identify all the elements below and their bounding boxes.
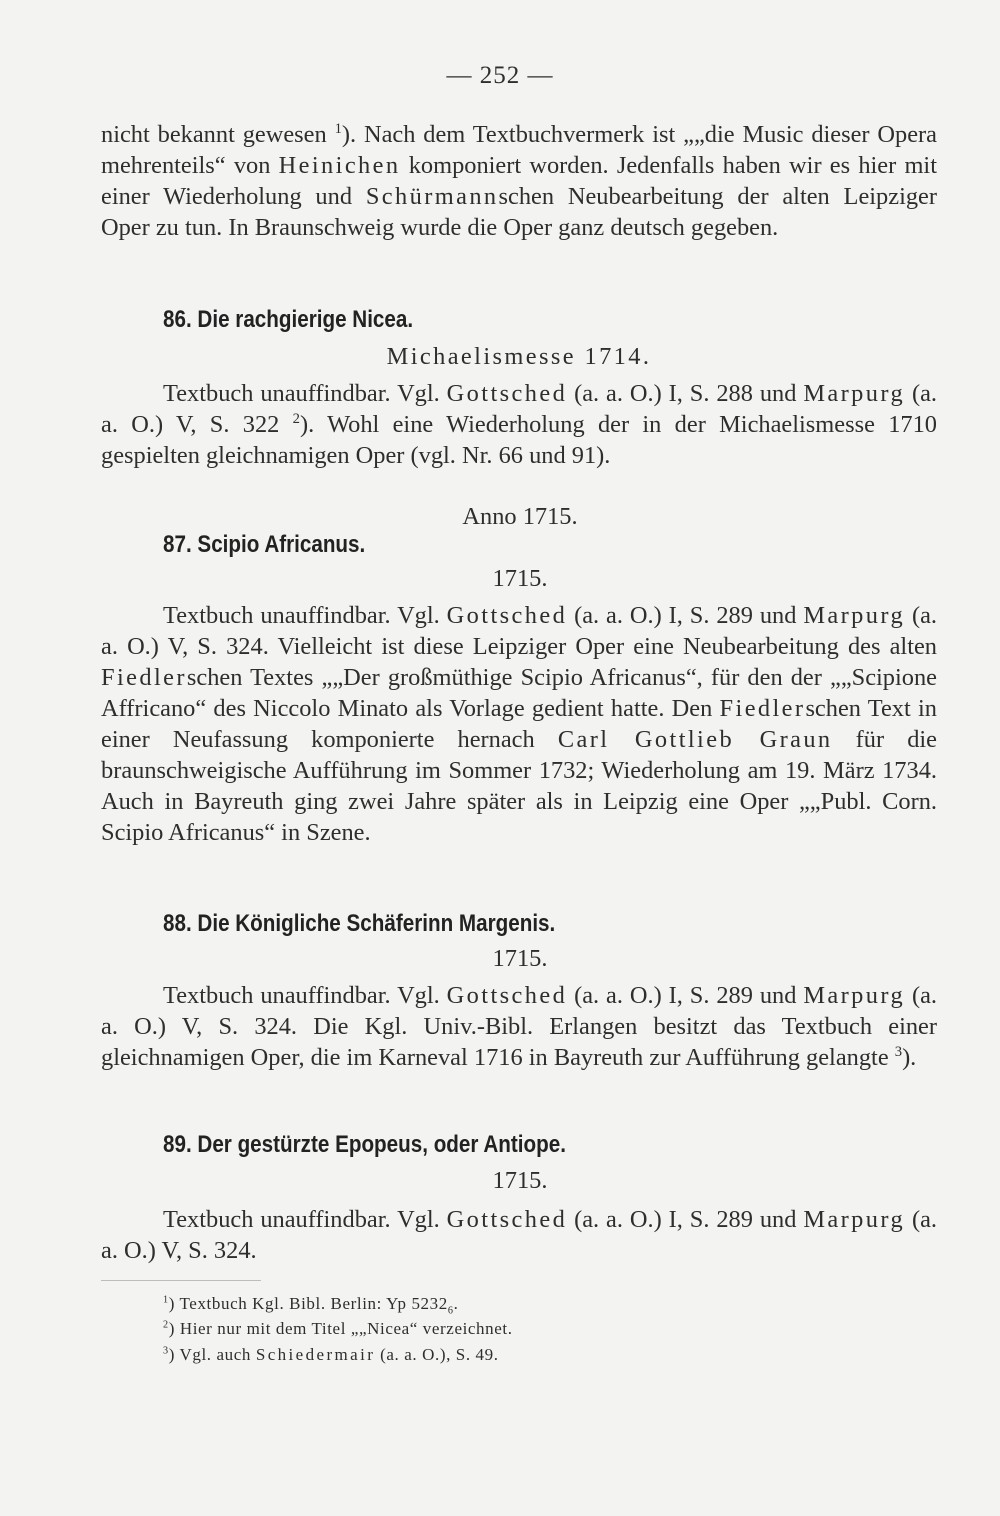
intro-paragraph [101, 119, 937, 243]
spaced-name: Heinichen [278, 152, 401, 179]
spaced-name: Gottsched [446, 1206, 568, 1233]
entry-date-88: 1715. [492, 945, 548, 972]
footnote-number: 2 [163, 1319, 169, 1331]
spaced-name: Gottsched [446, 380, 568, 407]
text: (a. a. O.) I, S. 289 und [567, 982, 804, 1009]
footnote-ref: 2 [292, 410, 300, 427]
text: Textbuch unauffindbar. Vgl. [163, 982, 447, 1009]
text: ). Wohl eine Wiederholung der in der Michaelismesse 1710 gespielten gleichnamigen Oper (vgl. Nr. 66 und 91). [101, 411, 937, 469]
spaced-name: Gottsched [446, 602, 568, 629]
spaced-name: Marpurg [803, 1206, 906, 1233]
spaced-name: Fiedler [101, 664, 187, 691]
spaced-name: Marpurg [803, 380, 906, 407]
text: Textbuch unauffindbar. Vgl. [163, 602, 447, 629]
spaced-name: Fiedler [719, 695, 806, 722]
text: nicht bekannt gewesen [101, 121, 335, 148]
text: ). Nach dem Textbuchvermerk ist „„die Music dieser Opera mehrenteils“ von [101, 121, 938, 179]
text: ) Hier nur mit dem Titel „„Nicea“ verzeichnet. [168, 1319, 513, 1338]
footnote-number: 1 [163, 1294, 169, 1306]
entry-date-89: 1715. [492, 1167, 548, 1194]
spaced-name: Marpurg [803, 982, 906, 1009]
text: ). [902, 1044, 917, 1071]
text: (a. a. O.) I, S. 289 und [567, 1206, 804, 1233]
text: (a. a. O.) I, S. 288 und [567, 380, 804, 407]
footnote-ref: 1 [334, 120, 342, 137]
entry-heading-89: 89. Der gestürzte Epopeus, oder Antiope. [163, 1131, 566, 1158]
text: ) Textbuch Kgl. Bibl. Berlin: Yp 5232 [168, 1294, 448, 1313]
entry-heading-88: 88. Die Königliche Schäferinn Margenis. [163, 910, 556, 937]
entry-body-89 [101, 1204, 937, 1266]
footnote-2 [163, 1318, 513, 1340]
entry-heading-86: 86. Die rachgierige Nicea. [163, 306, 414, 333]
spaced-name: Gottsched [446, 982, 568, 1009]
entry-date-87: 1715. [492, 565, 548, 592]
text: (a. a. O.) V, S. 322 [101, 380, 938, 438]
spaced-name: Marpurg [803, 602, 906, 629]
spaced-name: Schürmann [365, 183, 499, 210]
footnote-1 [163, 1293, 458, 1315]
text: schen Neubearbeitung der alten Leipziger Oper zu tun. In Braunschweig wurde die Oper ganz deutsch gegeben. [101, 183, 937, 241]
page-number: — 252 — [446, 62, 554, 89]
text: ) Vgl. auch [168, 1345, 256, 1364]
footnote-ref: 3 [894, 1043, 903, 1060]
text: Textbuch unauffindbar. Vgl. [163, 1206, 447, 1233]
text: schen Text in einer Neufassung komponierte hernach [101, 695, 937, 753]
text: schen Textes „„Der großmüthige Scipio Africanus“, für den der „„Scipione Affricano“ des Niccolo Minato als Vorlage gedient hatte. Den [101, 664, 937, 722]
text: (a. a. O.), S. 49. [375, 1345, 499, 1364]
entry-body-86 [101, 378, 937, 471]
text: (a. a. O.) V, S. 324. Die Kgl. Univ.-Bibl. Erlangen besitzt das Textbuch einer gleichnamigen Oper, die im Karneval 1716 in Bayreuth zur Aufführung gelangte [101, 982, 938, 1071]
footnote-3 [163, 1344, 499, 1366]
footnote-number: 3 [163, 1345, 169, 1357]
spaced-name: Schiedermair [255, 1345, 376, 1364]
entry-date-86: Michaelismesse 1714. [386, 343, 652, 370]
year-header: Anno 1715. [462, 503, 578, 530]
text: (a. a. O.) I, S. 289 und [567, 602, 804, 629]
text: komponiert worden. Jedenfalls haben wir es hier mit einer Wiederholung und [101, 152, 937, 210]
text: Textbuch unauffindbar. Vgl. [163, 380, 447, 407]
text: (a. a. O.) V, S. 324. Vielleicht ist diese Leipziger Oper eine Neubearbeitung des alten [101, 602, 938, 660]
text: für die braunschweigische Aufführung im Sommer 1732; Wiederholung am 19. März 1734. Auch in Bayreuth ging zwei Jahre später als in Leipzig eine Oper „„Publ. Corn. Scipio Africanus“ in Szene. [101, 726, 937, 846]
entry-body-87 [101, 600, 937, 848]
text: . [453, 1294, 459, 1313]
subscript: 6 [447, 1305, 454, 1317]
spaced-name: Carl Gottlieb Graun [557, 726, 833, 753]
footnote-divider [101, 1280, 261, 1281]
entry-body-88 [101, 980, 937, 1073]
entry-heading-87: 87. Scipio Africanus. [163, 531, 366, 558]
text: (a. a. O.) V, S. 324. [101, 1206, 938, 1264]
